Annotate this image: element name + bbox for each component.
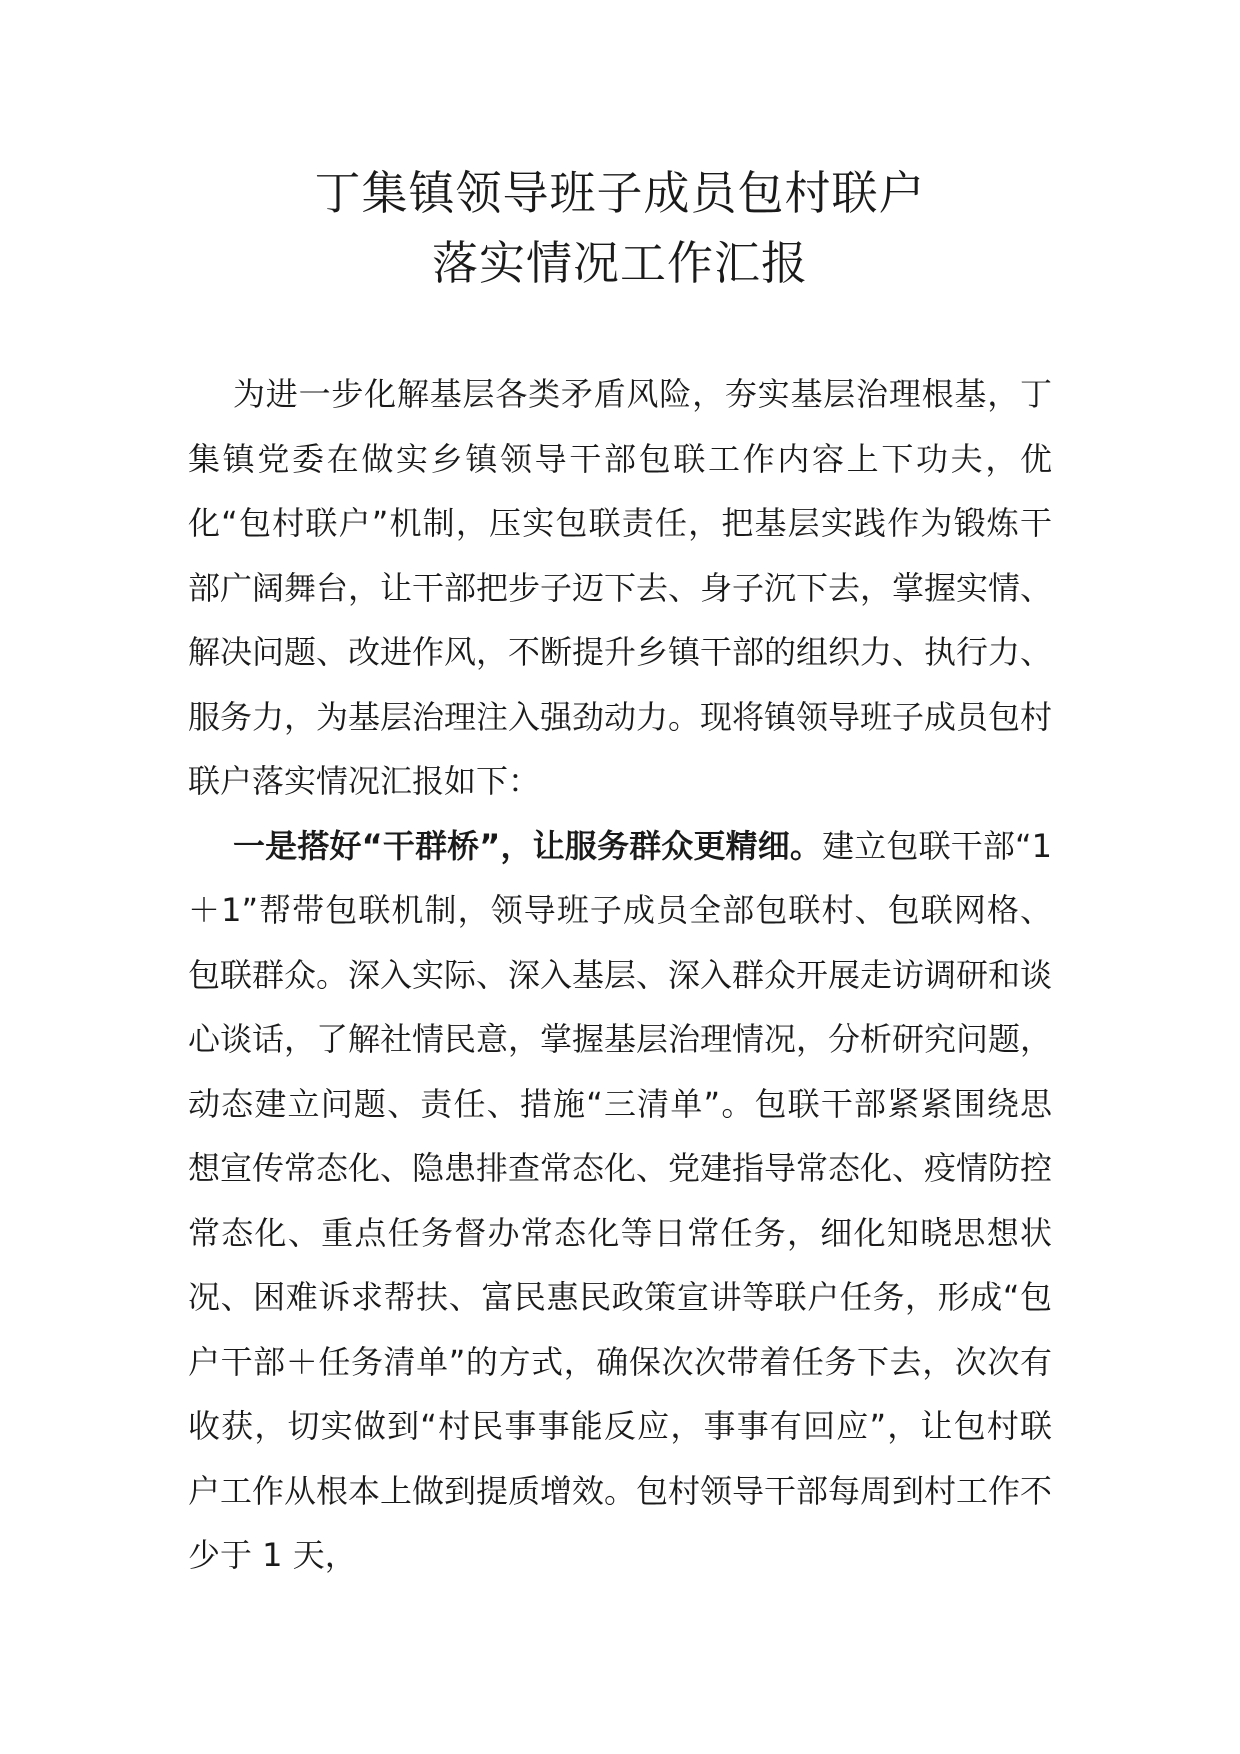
- intro-paragraph: 为进一步化解基层各类矛盾风险，夯实基层治理根基，丁集镇党委在做实乡镇领导干部包联工作内容上下功夫，优化“包村联户”机制，压实包联责任，把基层实践作为锻炼干部广阔舞台，让干部把步子迈下去、身子沉下去，掌握实情、解决问题、改进作风，不断提升乡镇干部的组织力、执行力、服务力，为基层治理注入强劲动力。现将镇领导班子成员包村联户落实情况汇报如下：: [188, 375, 1053, 800]
- document-title: [190, 158, 1050, 298]
- section-1-heading: 一是搭好“干群桥”，让服务群众更精细。: [233, 826, 823, 865]
- document-title-line-1: 丁集镇领导班子成员包村联户: [314, 166, 926, 220]
- section-1-body: 建立包联干部“1＋1”帮带包联机制，领导班子成员全部包联村、包联网格、包联群众。深入实际、深入基层、深入群众开展走访调研和谈心谈话，了解社情民意，掌握基层治理情况，分析研究问题，动态建立问题、责任、措施“三清单”。包联干部紧紧围绕思想宣传常态化、隐患排查常态化、党建指导常态化、疫情防控常态化、重点任务督办常态化等日常任务，细化知晓思想状况、困难诉求帮扶、富民惠民政策宣讲等联户任务，形成“包户干部＋任务清单”的方式，确保次次带着任务下去，次次有收获，切实做到“村民事事能反应，事事有回应”，让包村联户工作从根本上做到提质增效。包村领导干部每周到村工作不少于 1 天，: [188, 826, 1053, 1574]
- section-1-paragraph: [188, 814, 1052, 1588]
- document-title-line-2: 落实情况工作汇报: [432, 236, 808, 290]
- document-body: [188, 362, 1052, 1588]
